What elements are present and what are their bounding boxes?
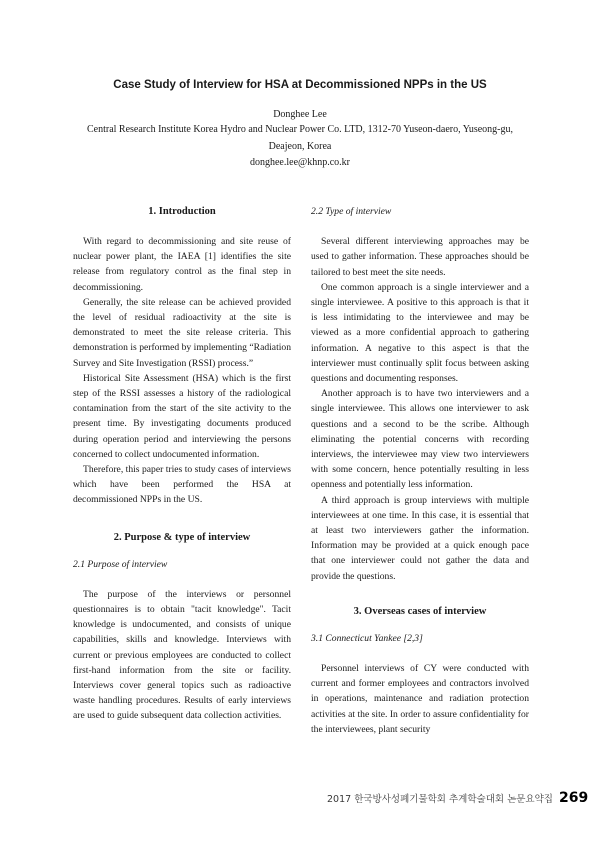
section-heading-purpose-type: 2. Purpose & type of interview xyxy=(113,531,251,543)
section-heading-introduction: 1. Introduction xyxy=(148,206,216,217)
page-footer xyxy=(327,790,588,806)
subsection-heading-type: 2.2 Type of interview xyxy=(311,206,392,217)
subsection-heading-connecticut-yankee: 3.1 Connecticut Yankee [2,3] xyxy=(311,632,423,644)
proceedings-title: 2017 한국방사성폐기물학회 추계학술대회 논문요약집 xyxy=(327,794,553,805)
right-column xyxy=(311,204,529,737)
paragraph: Several different interviewing approaches may be used to gather information. These approaches should be tailored to best meet the site needs. xyxy=(311,236,529,278)
left-column xyxy=(73,204,291,724)
section-heading-overseas-cases: 3. Overseas cases of interview xyxy=(353,605,487,617)
paragraph: Generally, the site release can be achieved provided the level of residual radioactivity at the site is demonstrated to meet the site release criteria. This demonstration is performed by implementing “Radiation Survey and Site Investigation (RSSI) process.” xyxy=(73,296,291,369)
paragraph: With regard to decommissioning and site reuse of nuclear power plant, the IAEA [1] identifies the site release from regulatory control as the final step in decommissioning. xyxy=(73,236,291,293)
paragraph: Personnel interviews of CY were conducted with current and former employees and contractors involved in operations, maintenance and radiation protection activities at the site. In order to assure confidentiality for the interviewees, plant security xyxy=(311,663,529,735)
author-name: Donghee Lee xyxy=(273,109,327,120)
affiliation-line-1: Central Research Institute Korea Hydro and Nuclear Power Co. LTD, 1312-70 Yuseon-daero, Yuseong-gu, xyxy=(86,124,513,135)
page-number: 269 xyxy=(559,790,589,806)
paragraph: The purpose of the interviews or personnel questionnaires is to obtain "tacit knowledge". Tacit knowledge is undocumented, and consists of unique capabilities, skills and knowledge. Interviews with current or previous employees are conducted to collect first-hand information from the site or facility. Interviews cover general topics such as radioactive waste handling procedures. Results of early interviews are used to guide subsequent data collection activities. xyxy=(73,588,291,722)
paper-title: Case Study of Interview for HSA at Decommissioned NPPs in the US xyxy=(113,79,487,91)
paragraph: Another approach is to have two interviewers and a single interviewee. This allows one interviewer to ask questions and a second to be the scribe. Although eliminating the potential concerns with recording interviews, the interviewee may view two interviewers with some concern, hence potentially resulting in less openness and potentially less information. xyxy=(311,388,529,491)
subsection-heading-purpose: 2.1 Purpose of interview xyxy=(73,558,168,570)
paragraph: Therefore, this paper tries to study cases of interviews which have been performed the HSA at decommissioned NPPs in the US. xyxy=(73,464,291,506)
paragraph: One common approach is a single interviewer and a single interviewee. A positive to this approach is that it is less intimidating to the interviewee and may be viewed as a more confidential approach to gathering information. A negative to this aspect is that the interviewer must continually split focus between asking questions and documenting responses. xyxy=(311,281,529,385)
author-email: donghee.lee@khnp.co.kr xyxy=(249,157,350,168)
paragraph: A third approach is group interviews with multiple interviewees at one time. In this case, it is essential that at least two interviewers gather the information. Information may be provided at a quick enough pace that one interviewer could not gather the data and provide the questions. xyxy=(311,494,529,582)
affiliation-line-2: Deajeon, Korea xyxy=(268,141,332,152)
paragraph: Historical Site Assessment (HSA) which is the first step of the RSSI assesses a history of the radiological contamination from the start of the site activity to the present time. By investigating documents produced during operation period and interviewing the persons concerned to collect undocumented information. xyxy=(73,372,291,460)
